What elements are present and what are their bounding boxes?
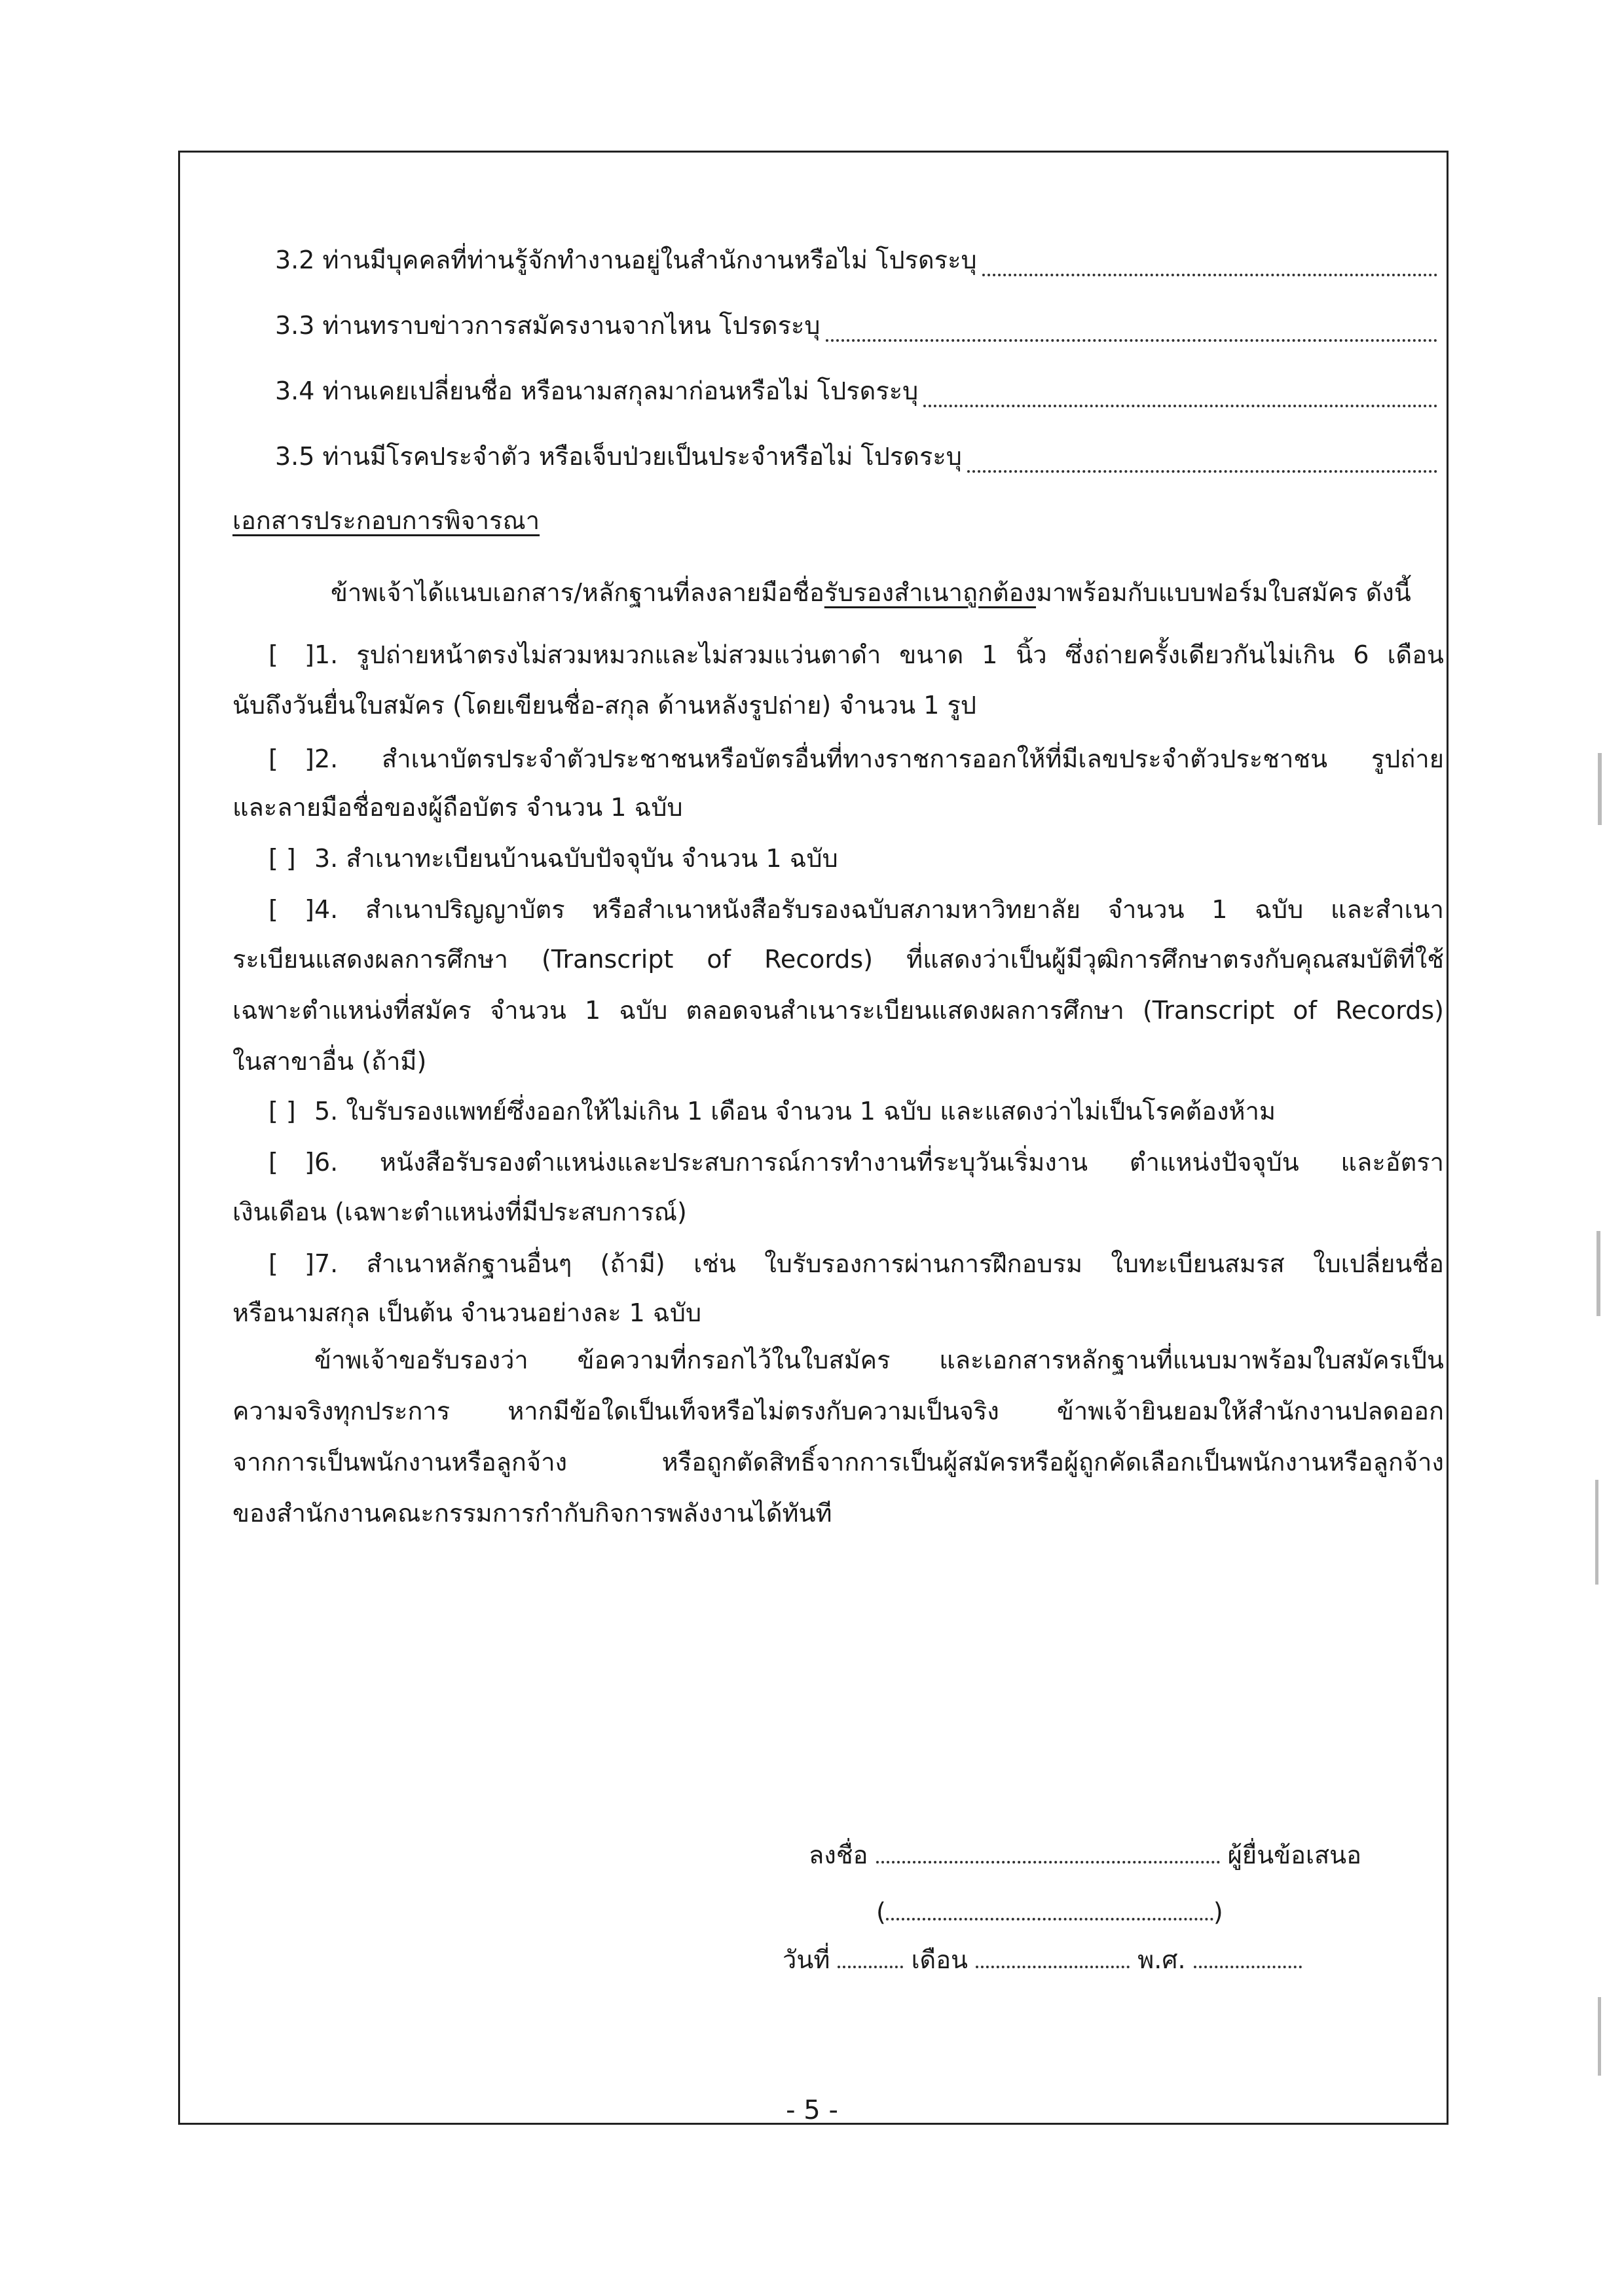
- item-text: 1. รูปถ่ายหน้าตรงไม่สวมหมวกและไม่สวมแว่นตาดำ ขนาด 1 นิ้ว ซึ่งถ่ายครั้งเดียวกันไม่เกิน 6 เดือน: [314, 640, 1444, 669]
- item-text: 3. สำเนาทะเบียนบ้านฉบับปัจจุบัน จำนวน 1 ฉบับ: [314, 844, 838, 873]
- question-3-2: [275, 244, 1437, 276]
- scan-mark: [1598, 753, 1602, 825]
- checkbox[interactable]: [ ]: [268, 640, 314, 669]
- year-field[interactable]: [1194, 1946, 1302, 1968]
- answer-line: [982, 250, 1437, 276]
- scan-mark: [1596, 1231, 1600, 1316]
- signature-field[interactable]: [876, 1841, 1220, 1864]
- month-label: เดือน: [911, 1945, 969, 1974]
- document-item-6-cont: เงินเดือน (เฉพาะตำแหน่งที่มีประสบการณ์): [232, 1198, 687, 1226]
- scan-mark: [1598, 1997, 1601, 2076]
- document-item-5: [268, 1095, 1276, 1128]
- question-text: 3.3 ท่านทราบข่าวการสมัครงานจากไหน โปรดระบุ: [275, 311, 821, 340]
- document-item-4-cont: ในสาขาอื่น (ถ้ามี): [232, 1047, 427, 1076]
- question-3-3: [275, 309, 1437, 342]
- declaration-line: จากการเป็นพนักงานหรือลูกจ้าง หรือถูกตัดสิทธิ์จากการเป็นผู้สมัครหรือผู้ถูกคัดเลือกเป็นพนักงานหรือลูกจ้าง: [232, 1448, 1444, 1477]
- section-heading: เอกสารประกอบการพิจารณา: [232, 506, 540, 535]
- declaration-line: ความจริงทุกประการ หากมีข้อใดเป็นเท็จหรือไม่ตรงกับความเป็นจริง ข้าพเจ้ายินยอมให้สำนักงานปลดออก: [232, 1397, 1444, 1425]
- item-text: 6. หนังสือรับรองตำแหน่งและประสบการณ์การทำงานที่ระบุวันเริ่มงาน ตำแหน่งปัจจุบัน และอัตรา: [314, 1148, 1444, 1177]
- document-item-4: [268, 893, 1444, 926]
- month-field[interactable]: [976, 1946, 1130, 1968]
- document-item-7: [268, 1247, 1444, 1280]
- intro-emphasis: รับรองสำเนาถูกต้อง: [824, 578, 1037, 607]
- answer-line: [826, 316, 1437, 342]
- item-text: 7. สำเนาหลักฐานอื่นๆ (ถ้ามี) เช่น ใบรับรองการผ่านการฝึกอบรม ใบทะเบียนสมรส ใบเปลี่ยนชื่อ: [314, 1249, 1444, 1278]
- intro-text: มาพร้อมกับแบบฟอร์มใบสมัคร ดังนี้: [1036, 578, 1411, 607]
- checkbox[interactable]: [ ]: [268, 1097, 296, 1126]
- document-item-3: [268, 842, 838, 875]
- paren-open: (: [876, 1898, 886, 1926]
- checkbox[interactable]: [ ]: [268, 1148, 314, 1177]
- date-line: [783, 1943, 1302, 1976]
- document-item-1: [268, 638, 1444, 671]
- paren-close: ): [1213, 1898, 1223, 1926]
- document-item-4-cont: เฉพาะตำแหน่งที่สมัคร จำนวน 1 ฉบับ ตลอดจนสำเนาระเบียนแสดงผลการศึกษา (Transcript of Records): [232, 996, 1444, 1025]
- checkbox[interactable]: [ ]: [268, 895, 314, 924]
- date-label: วันที่: [783, 1945, 830, 1974]
- question-3-5: [275, 440, 1437, 473]
- signature-line: [809, 1839, 1361, 1871]
- question-text: 3.4 ท่านเคยเปลี่ยนชื่อ หรือนามสกุลมาก่อนหรือไม่ โปรดระบุ: [275, 376, 919, 405]
- intro-text: ข้าพเจ้าได้แนบเอกสาร/หลักฐานที่ลงลายมือชื่อ: [331, 578, 824, 607]
- year-label: พ.ศ.: [1137, 1945, 1186, 1974]
- intro-paragraph: [331, 576, 1411, 609]
- item-text: 5. ใบรับรองแพทย์ซึ่งออกให้ไม่เกิน 1 เดือน จำนวน 1 ฉบับ และแสดงว่าไม่เป็นโรคต้องห้าม: [314, 1097, 1276, 1126]
- sign-label: ลงชื่อ: [809, 1841, 868, 1869]
- question-text: 3.2 ท่านมีบุคคลที่ท่านรู้จักทำงานอยู่ในสำนักงานหรือไม่ โปรดระบุ: [275, 246, 977, 274]
- answer-line: [967, 447, 1437, 473]
- document-item-6: [268, 1146, 1444, 1179]
- page-number: - 5 -: [786, 2095, 838, 2125]
- answer-line: [923, 381, 1437, 407]
- declaration-line: ของสำนักงานคณะกรรมการกำกับกิจการพลังงานได้ทันที: [232, 1499, 832, 1528]
- declaration-line: ข้าพเจ้าขอรับรองว่า ข้อความที่กรอกไว้ในใบสมัคร และเอกสารหลักฐานที่แนบมาพร้อมใบสมัครเป็น: [314, 1346, 1444, 1374]
- document-item-1-cont: นับถึงวันยื่นใบสมัคร (โดยเขียนชื่อ-สกุล ด้านหลังรูปถ่าย) จำนวน 1 รูป: [232, 691, 977, 720]
- document-item-7-cont: หรือนามสกุล เป็นต้น จำนวนอย่างละ 1 ฉบับ: [232, 1298, 702, 1327]
- checkbox[interactable]: [ ]: [268, 844, 296, 873]
- checkbox[interactable]: [ ]: [268, 744, 314, 773]
- document-item-4-cont: ระเบียนแสดงผลการศึกษา (Transcript of Records) ที่แสดงว่าเป็นผู้มีวุฒิการศึกษาตรงกับคุณสมบัติที่ใช้: [232, 945, 1444, 974]
- question-text: 3.5 ท่านมีโรคประจำตัว หรือเจ็บป่วยเป็นประจำหรือไม่ โปรดระบุ: [275, 442, 962, 471]
- printed-name-line: [876, 1896, 1223, 1928]
- question-3-4: [275, 375, 1437, 407]
- day-field[interactable]: [838, 1946, 903, 1968]
- item-text: 4. สำเนาปริญญาบัตร หรือสำเนาหนังสือรับรองฉบับสภามหาวิทยาลัย จำนวน 1 ฉบับ และสำเนา: [314, 895, 1444, 924]
- printed-name-field[interactable]: [886, 1898, 1213, 1920]
- scan-mark: [1595, 1480, 1598, 1585]
- item-text: 2. สำเนาบัตรประจำตัวประชาชนหรือบัตรอื่นที่ทางราชการออกให้ที่มีเลขประจำตัวประชาชน รูปถ่าย: [314, 744, 1444, 773]
- checkbox[interactable]: [ ]: [268, 1249, 314, 1278]
- document-item-2: [268, 743, 1444, 775]
- document-item-2-cont: และลายมือชื่อของผู้ถือบัตร จำนวน 1 ฉบับ: [232, 793, 683, 822]
- role-label: ผู้ยื่นข้อเสนอ: [1227, 1841, 1361, 1869]
